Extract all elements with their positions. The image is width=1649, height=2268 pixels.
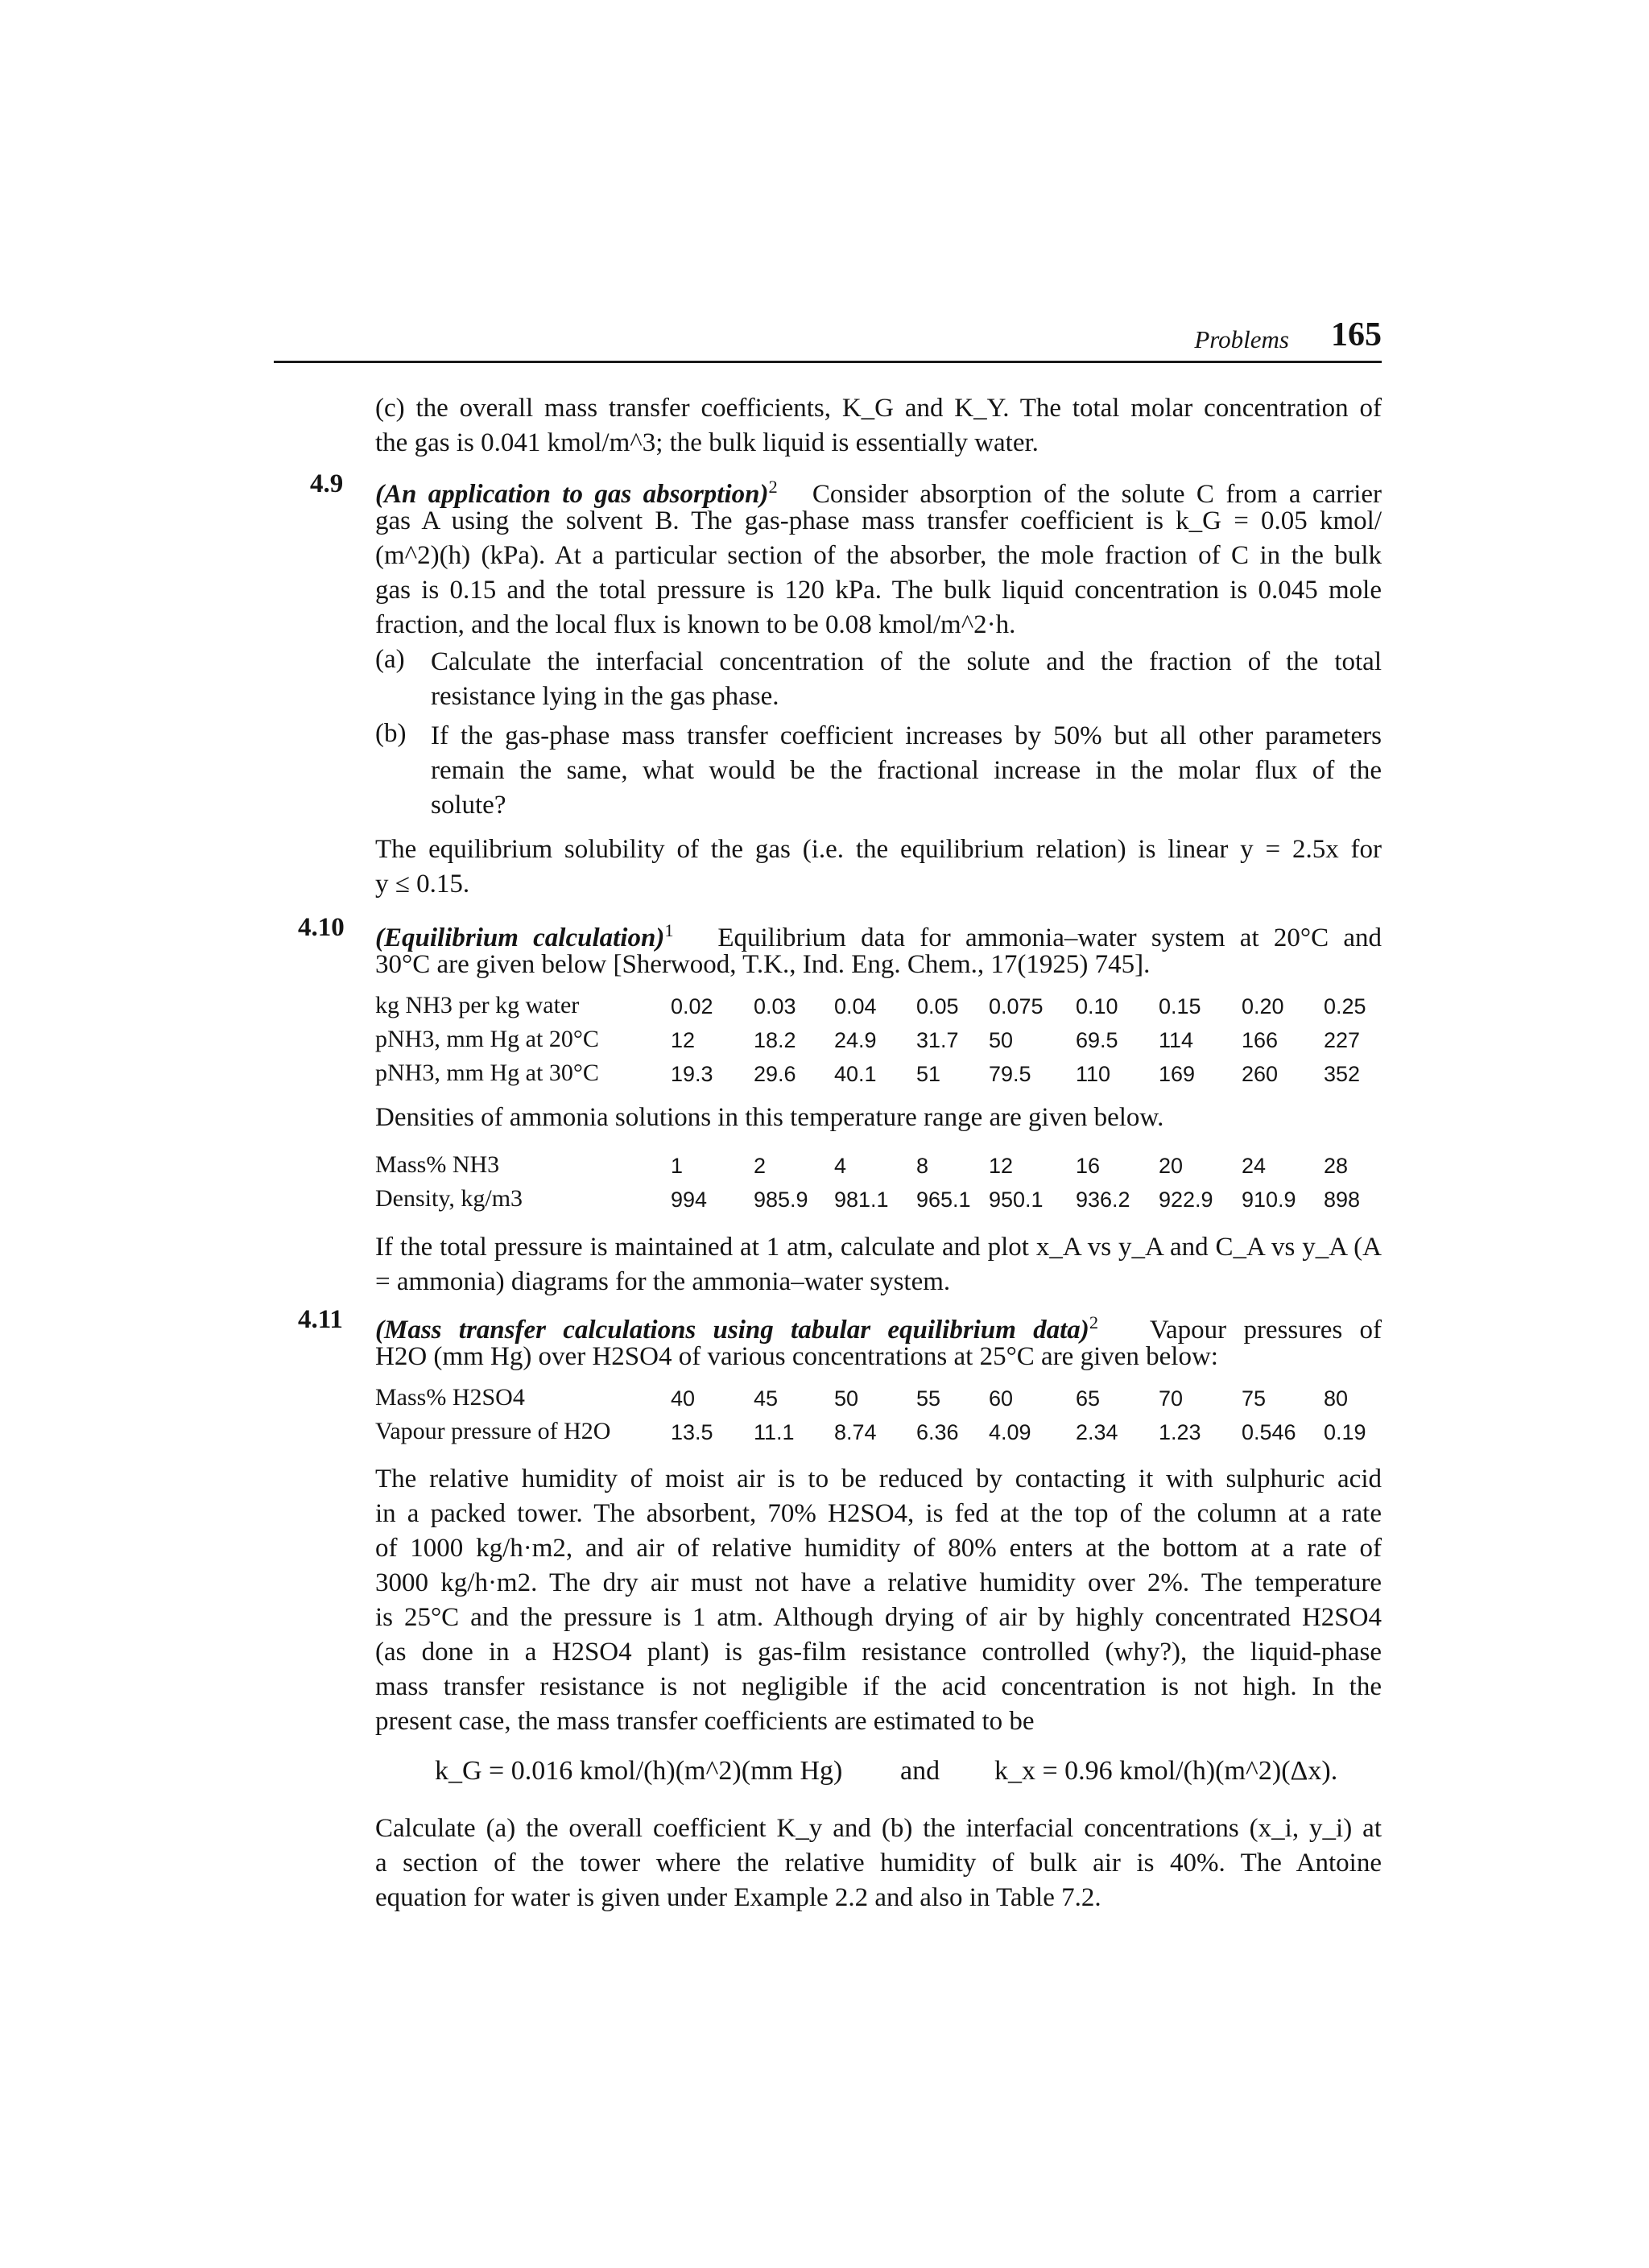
- problem-number: 4.9: [310, 469, 344, 498]
- problem-heading-line: [375, 1305, 1382, 1345]
- table-cell: 0.02: [671, 994, 713, 1018]
- problem-title: (Equilibrium calculation): [375, 923, 665, 952]
- table-cell: 51: [916, 1062, 941, 1086]
- table-row-label: pNH3, mm Hg at 20°C: [375, 1026, 599, 1052]
- table-cell: 981.1: [834, 1188, 889, 1212]
- table-cell: 69.5: [1076, 1028, 1118, 1052]
- equation-joiner: and: [900, 1756, 940, 1786]
- table-cell: 110: [1076, 1062, 1111, 1086]
- problem-4-10: [375, 913, 1382, 982]
- text-line: gas is 0.15 and the total pressure is 120 kPa. The bulk liquid concentration is 0.045 mole: [375, 576, 1382, 605]
- table-row-label: Mass% NH3: [375, 1151, 500, 1178]
- text-line: remain the same, what would be the fractional increase in the molar flux of the: [431, 756, 1382, 785]
- table-cell: 12: [989, 1154, 1014, 1178]
- table-cell: 13.5: [671, 1420, 713, 1444]
- text-line: fraction, and the local flux is known to be 0.08 kmol/m^2·h.: [375, 610, 1016, 639]
- table-cell: 8.74: [834, 1420, 877, 1444]
- table-cell: 79.5: [989, 1062, 1031, 1086]
- problem-number: 4.10: [298, 913, 345, 942]
- densities-intro: [375, 1101, 1382, 1135]
- table-row-label: Density, kg/m3: [375, 1185, 523, 1212]
- table-cell: 922.9: [1159, 1188, 1213, 1212]
- table-cell: 0.19: [1324, 1420, 1366, 1444]
- text-line: of 1000 kg/h·m2, and air of relative humidity of 80% enters at the bottom at a rate of: [375, 1534, 1382, 1563]
- table-cell: 29.6: [754, 1062, 796, 1086]
- text-span: Equilibrium data for ammonia–water system at 20°C and: [717, 923, 1382, 952]
- table-cell: 0.05: [916, 994, 959, 1018]
- table-cell: 11.1: [754, 1420, 795, 1444]
- table-row: [375, 1185, 1382, 1217]
- table-cell: 0.075: [989, 994, 1044, 1018]
- page-number: 165: [1331, 316, 1382, 353]
- table-cell: 0.10: [1076, 994, 1118, 1018]
- table-cell: 0.15: [1159, 994, 1201, 1018]
- table-row: [375, 1151, 1382, 1184]
- text-line: is 25°C and the pressure is 1 atm. Although drying of air by highly concentrated H2SO4: [375, 1603, 1382, 1632]
- table-row: [375, 1060, 1382, 1092]
- reference-marker: 2: [768, 477, 778, 497]
- table-cell: 4.09: [989, 1420, 1031, 1444]
- table-cell: 19.3: [671, 1062, 713, 1086]
- text-line: equation for water is given under Example 2.2 and also in Table 7.2.: [375, 1883, 1101, 1912]
- table-cell: 0.03: [754, 994, 796, 1018]
- table-cell: 18.2: [754, 1028, 796, 1052]
- table-cell: 65: [1076, 1386, 1101, 1411]
- text-line: = ammonia) diagrams for the ammonia–water system.: [375, 1267, 951, 1296]
- table-cell: 260: [1242, 1062, 1279, 1086]
- table-cell: 50: [989, 1028, 1014, 1052]
- text-line: Calculate the interfacial concentration of the solute and the fraction of the total: [431, 647, 1382, 676]
- table-row-label: Mass% H2SO4: [375, 1384, 525, 1411]
- text-line: (as done in a H2SO4 plant) is gas-film resistance controlled (why?), the liquid-phase: [375, 1638, 1382, 1667]
- text-line: (c) the overall mass transfer coefficients, K_G and K_Y. The total molar concentration of: [375, 394, 1382, 423]
- table-cell: 0.25: [1324, 994, 1366, 1018]
- text-line: Calculate (a) the overall coefficient K_y and (b) the interfacial concentrations (x_i, y_i) at: [375, 1814, 1382, 1843]
- text-line: solute?: [431, 791, 506, 820]
- text-line: If the gas-phase mass transfer coefficient increases by 50% but all other parameters: [431, 721, 1382, 750]
- text-line: gas A using the solvent B. The gas-phase mass transfer coefficient is k_G = 0.05 kmol/: [375, 506, 1382, 535]
- text-line: mass transfer resistance is not negligible if the acid concentration is not high. In the: [375, 1672, 1382, 1701]
- table-cell: 40.1: [834, 1062, 877, 1086]
- problem-number: 4.11: [298, 1305, 343, 1334]
- table-cell: 227: [1324, 1028, 1361, 1052]
- table-cell: 45: [754, 1386, 779, 1411]
- problem-4-11-closing: [375, 1812, 1382, 1915]
- table-cell: 352: [1324, 1062, 1361, 1086]
- table-cell: 965.1: [916, 1188, 971, 1212]
- table-cell: 0.20: [1242, 994, 1284, 1018]
- text-line: present case, the mass transfer coefficients are estimated to be: [375, 1707, 1035, 1736]
- ammonia-density-table: [375, 1151, 1382, 1220]
- table-cell: 994: [671, 1188, 708, 1212]
- problem-4-10-closing: [375, 1230, 1382, 1299]
- table-cell: 24.9: [834, 1028, 877, 1052]
- table-row-label: kg NH3 per kg water: [375, 992, 580, 1018]
- table-cell: 898: [1324, 1188, 1361, 1212]
- table-cell: 60: [989, 1386, 1014, 1411]
- table-cell: 75: [1242, 1386, 1267, 1411]
- problem-title: (An application to gas absorption): [375, 480, 769, 509]
- problem-4-9-part-a: [431, 645, 1382, 714]
- table-cell: 12: [671, 1028, 696, 1052]
- table-cell: 985.9: [754, 1188, 808, 1212]
- text-line: The relative humidity of moist air is to be reduced by contacting it with sulphuric acid: [375, 1464, 1382, 1493]
- table-cell: 16: [1076, 1154, 1101, 1178]
- table-cell: 910.9: [1242, 1188, 1296, 1212]
- table-cell: 40: [671, 1386, 696, 1411]
- table-cell: 166: [1242, 1028, 1279, 1052]
- text-line: 30°C are given below [Sherwood, T.K., Ind. Eng. Chem., 17(1925) 745].: [375, 950, 1151, 979]
- running-header: [274, 316, 1382, 363]
- text-line: in a packed tower. The absorbent, 70% H2SO4, is fed at the top of the column at a rate: [375, 1499, 1382, 1528]
- table-cell: 2: [754, 1154, 767, 1178]
- table-cell: 114: [1159, 1028, 1194, 1052]
- problem-4-9-part-b: [431, 719, 1382, 823]
- table-cell: 936.2: [1076, 1188, 1130, 1212]
- table-cell: 0.04: [834, 994, 877, 1018]
- problem-4-9-closing: [375, 832, 1382, 902]
- table-cell: 0.546: [1242, 1420, 1296, 1444]
- table-row: [375, 1418, 1382, 1450]
- subpart-label-a: (a): [375, 645, 405, 674]
- text-line: Densities of ammonia solutions in this temperature range are given below.: [375, 1103, 1164, 1132]
- table-cell: 50: [834, 1386, 859, 1411]
- text-line: 3000 kg/h·m2. The dry air must not have a relative humidity over 2%. The temperature: [375, 1568, 1382, 1597]
- text-line: If the total pressure is maintained at 1 atm, calculate and plot x_A vs y_A and C_A vs y_A (A: [375, 1233, 1382, 1262]
- text-line: a section of the tower where the relative humidity of bulk air is 40%. The Antoine: [375, 1849, 1382, 1878]
- equation-kx: k_x = 0.96 kmol/(h)(m^2)(Δx).: [994, 1756, 1338, 1786]
- table-cell: 28: [1324, 1154, 1349, 1178]
- table-cell: 20: [1159, 1154, 1184, 1178]
- table-cell: 2.34: [1076, 1420, 1118, 1444]
- problem-heading-line: [375, 913, 1382, 952]
- table-row-label: Vapour pressure of H2O: [375, 1418, 611, 1444]
- table-row: [375, 992, 1382, 1024]
- text-line: H2O (mm Hg) over H2SO4 of various concentrations at 25°C are given below:: [375, 1342, 1218, 1371]
- table-cell: 70: [1159, 1386, 1184, 1411]
- table-cell: 950.1: [989, 1188, 1044, 1212]
- text-span: Vapour pressures of: [1149, 1316, 1382, 1345]
- text-span: Consider absorption of the solute C from a carrier: [812, 480, 1382, 509]
- text-line: The equilibrium solubility of the gas (i.e. the equilibrium relation) is linear y = 2.5x for: [375, 835, 1382, 864]
- problem-4-9: [375, 469, 1382, 642]
- equation-kg: k_G = 0.016 kmol/(h)(m^2)(mm Hg): [435, 1756, 843, 1786]
- problem-heading-line: [375, 469, 1382, 509]
- vapour-pressure-table: [375, 1384, 1382, 1452]
- text-line: the gas is 0.041 kmol/m^3; the bulk liquid is essentially water.: [375, 428, 1039, 457]
- table-cell: 169: [1159, 1062, 1196, 1086]
- table-row: [375, 1384, 1382, 1416]
- table-cell: 1.23: [1159, 1420, 1201, 1444]
- text-line: resistance lying in the gas phase.: [431, 682, 779, 711]
- problem-4-11: [375, 1305, 1382, 1374]
- problem-4-11-body: [375, 1462, 1382, 1739]
- text-line: (m^2)(h) (kPa). At a particular section of the absorber, the mole fraction of C in the bulk: [375, 541, 1382, 570]
- reference-marker: 1: [664, 920, 674, 940]
- table-cell: 55: [916, 1386, 941, 1411]
- subpart-label-b: (b): [375, 719, 407, 748]
- table-row: [375, 1026, 1382, 1058]
- header-section-title: Problems: [1194, 325, 1289, 353]
- text-line: y ≤ 0.15.: [375, 870, 470, 899]
- table-cell: 4: [834, 1154, 847, 1178]
- table-cell: 80: [1324, 1386, 1349, 1411]
- table-row-label: pNH3, mm Hg at 30°C: [375, 1060, 599, 1086]
- table-cell: 6.36: [916, 1420, 959, 1444]
- problem-title: (Mass transfer calculations using tabular equilibrium data): [375, 1316, 1089, 1345]
- table-cell: 1: [671, 1154, 684, 1178]
- table-cell: 24: [1242, 1154, 1267, 1178]
- table-cell: 8: [916, 1154, 929, 1178]
- reference-marker: 2: [1089, 1312, 1099, 1332]
- problem-4-8-part-c: [375, 391, 1382, 461]
- table-cell: 31.7: [916, 1028, 959, 1052]
- ammonia-equilibrium-table: [375, 992, 1382, 1093]
